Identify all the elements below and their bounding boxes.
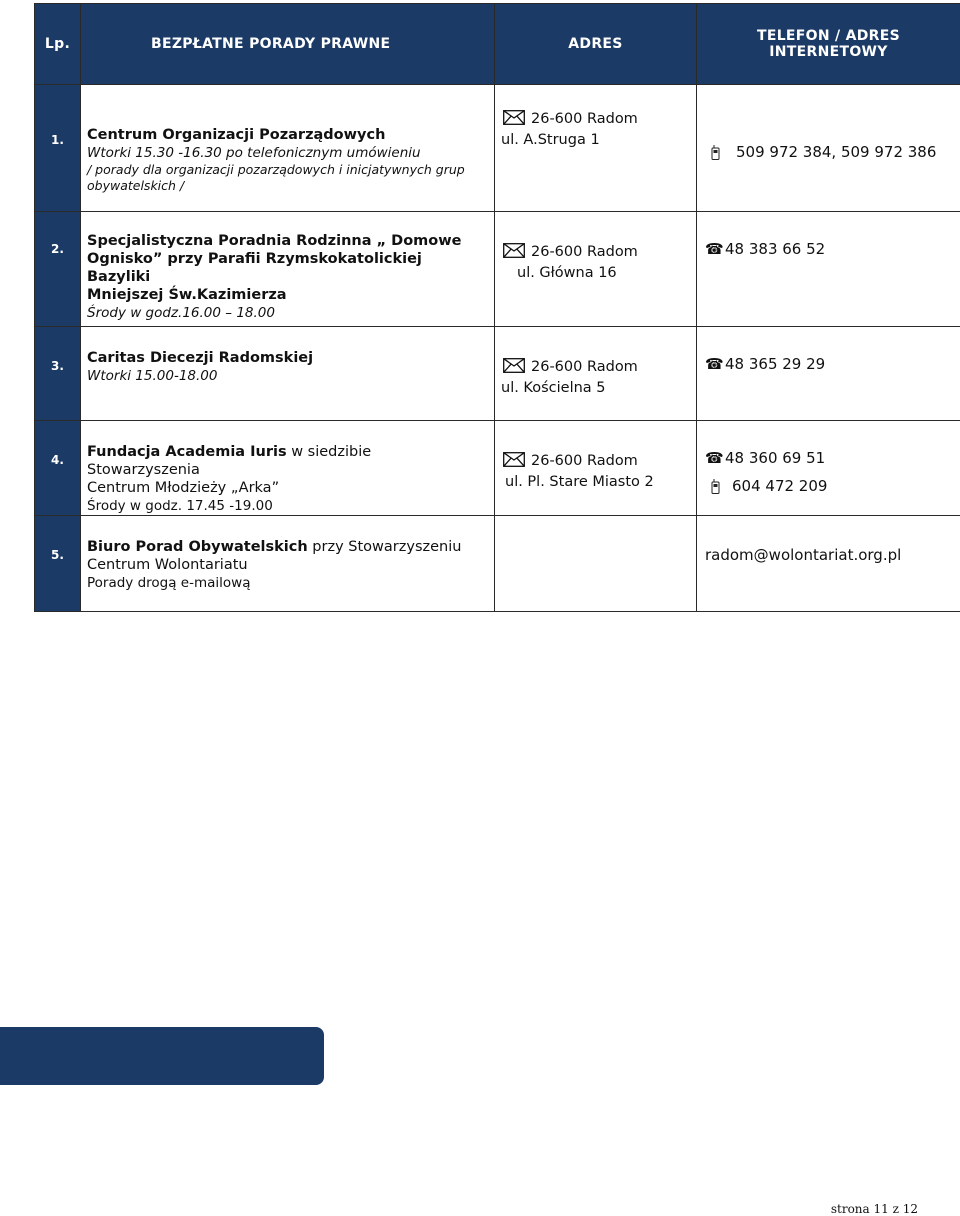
contact-mobile: 509 972 384, 509 972 386	[705, 141, 954, 163]
row-number: 4.	[35, 421, 81, 516]
address-street: ul. Pl. Stare Miasto 2	[505, 474, 654, 490]
org-name-line3: Mniejszej Św.Kazimierza	[87, 287, 287, 303]
org-name: Biuro Porad Obywatelskich przy Stowarzyszeniu	[87, 539, 462, 555]
table-row	[35, 327, 960, 421]
org-name: Fundacja Academia Iuris w siedzibie Stowarzyszenia	[87, 444, 372, 478]
org-hours: Wtorki 15.30 -16.30 po telefonicznym umówieniu	[87, 145, 421, 161]
header-address: ADRES	[495, 4, 697, 85]
row-number: 3.	[35, 327, 81, 421]
phone-icon: ☎	[705, 449, 724, 467]
row-name-cell	[81, 516, 495, 612]
org-name: Caritas Diecezji Radomskiej	[87, 350, 314, 366]
row-number: 2.	[35, 212, 81, 327]
org-hours: Środy w godz.16.00 – 18.00	[87, 305, 275, 321]
row-contact-cell	[697, 85, 960, 212]
address-city: 26-600 Radom	[501, 357, 690, 378]
footer-decorative-bar	[0, 1027, 324, 1085]
header-phone	[697, 4, 960, 85]
address-city: 26-600 Radom	[501, 242, 690, 263]
org-location: Centrum Wolontariatu	[87, 557, 248, 573]
header-lp: Lp.	[35, 4, 81, 85]
contact-phone: ☎48 360 69 51	[705, 449, 826, 467]
table-row	[35, 516, 960, 612]
row-address-cell	[495, 421, 697, 516]
contact-email[interactable]: radom@wolontariat.org.pl	[705, 546, 902, 564]
envelope-icon	[503, 243, 525, 258]
header-phone-line2: INTERNETOWY	[769, 44, 888, 60]
address-city: 26-600 Radom	[501, 109, 690, 130]
row-address-cell	[495, 516, 697, 612]
row-name-cell	[81, 212, 495, 327]
address-street: ul. A.Struga 1	[501, 132, 600, 148]
envelope-icon	[503, 358, 525, 373]
row-address-cell	[495, 85, 697, 212]
org-location: Centrum Młodzieży „Arka”	[87, 480, 280, 496]
mobile-phone-icon	[711, 145, 720, 160]
org-name-line2: Ognisko” przy Parafii Rzymskokatolickiej Bazyliki	[87, 251, 422, 285]
header-title: BEZPŁATNE PORADY PRAWNE	[81, 4, 495, 85]
org-name: Centrum Organizacji Pozarządowych	[87, 127, 386, 143]
org-name-line1: Specjalistyczna Poradnia Rodzinna „ Domowe	[87, 233, 462, 249]
phone-icon: ☎	[705, 240, 724, 258]
row-number: 1.	[35, 85, 81, 212]
contact-mobile: 604 472 209	[705, 469, 954, 497]
address-street: ul. Główna 16	[517, 265, 617, 281]
row-name-cell	[81, 85, 495, 212]
row-number: 5.	[35, 516, 81, 612]
row-contact-cell	[697, 516, 960, 612]
legal-advice-table	[34, 3, 960, 612]
envelope-icon	[503, 110, 525, 125]
table-row	[35, 212, 960, 327]
row-address-cell	[495, 212, 697, 327]
org-hours: Środy w godz. 17.45 -19.00	[87, 498, 273, 514]
org-note: Porady drogą e-mailową	[87, 575, 251, 591]
row-contact-cell	[697, 327, 960, 421]
table-row	[35, 421, 960, 516]
phone-icon: ☎	[705, 355, 724, 373]
row-address-cell	[495, 327, 697, 421]
header-phone-line1: TELEFON / ADRES	[756, 28, 901, 44]
table-header-row	[35, 4, 960, 85]
contact-phone: ☎48 383 66 52	[705, 240, 826, 258]
contact-phone: ☎48 365 29 29	[705, 355, 826, 373]
table-row	[35, 85, 960, 212]
address-city: 26-600 Radom	[501, 451, 690, 472]
envelope-icon	[503, 452, 525, 467]
row-name-cell	[81, 421, 495, 516]
row-contact-cell	[697, 421, 960, 516]
row-name-cell	[81, 327, 495, 421]
page-number: strona 11 z 12	[830, 1202, 918, 1216]
org-note-2: obywatelskich /	[87, 178, 185, 193]
mobile-phone-icon	[711, 479, 720, 494]
row-contact-cell	[697, 212, 960, 327]
org-note: / porady dla organizacji pozarządowych i inicjatywnych grup	[87, 162, 465, 177]
org-hours: Wtorki 15.00-18.00	[87, 368, 218, 384]
address-street: ul. Kościelna 5	[501, 380, 606, 396]
